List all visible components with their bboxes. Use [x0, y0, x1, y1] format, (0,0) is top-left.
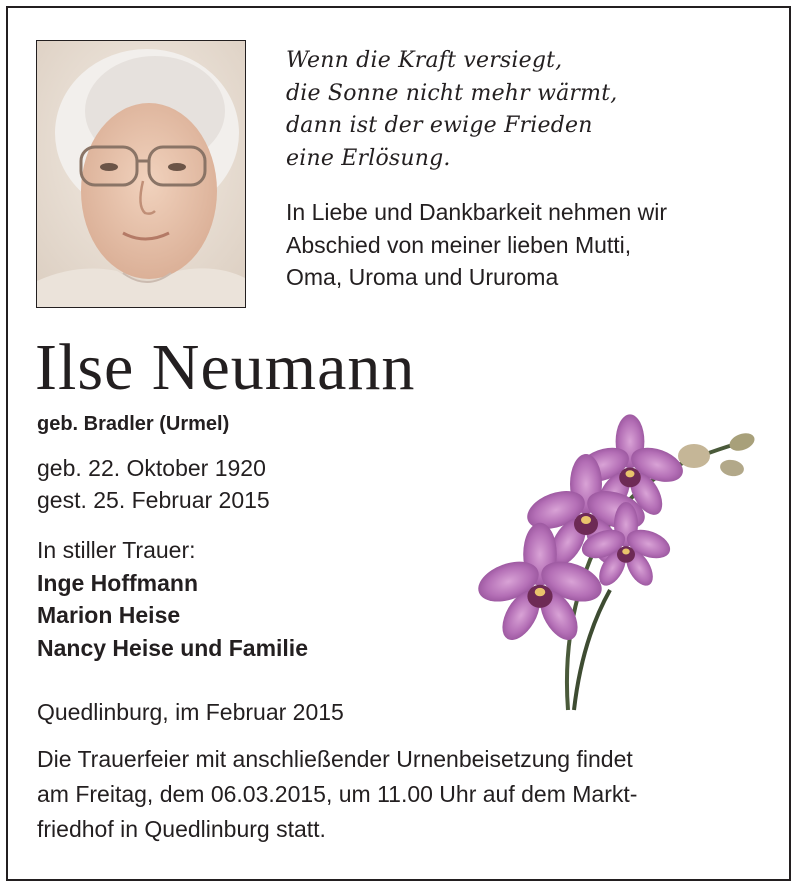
death-date: gest. 25. Februar 2015 [37, 487, 270, 513]
deceased-name: Ilse Neumann [35, 331, 416, 404]
mourner-name: Marion Heise [37, 602, 181, 628]
poem-line: eine Erlösung. [286, 145, 451, 171]
funeral-notice [37, 742, 767, 847]
intro-line: Abschied von meiner lieben Mutti, [286, 231, 632, 258]
notice-line: friedhof in Quedlinburg statt. [37, 816, 326, 842]
place-date: Quedlinburg, im Februar 2015 [37, 699, 344, 725]
orchid-illustration [470, 410, 770, 720]
poem [286, 45, 766, 175]
poem-line: dann ist der ewige Frieden [286, 113, 593, 138]
mourner-name: Nancy Heise und Familie [37, 634, 308, 661]
life-dates [37, 452, 270, 516]
notice-line: am Freitag, dem 06.03.2015, um 11.00 Uhr auf dem Markt- [37, 781, 638, 807]
mourners [37, 534, 308, 664]
intro-line: Oma, Uroma und Ururoma [286, 264, 559, 290]
birth-date: geb. 22. Oktober 1920 [37, 455, 266, 481]
poem-line: Wenn die Kraft versiegt, [286, 48, 563, 73]
mourners-heading: In stiller Trauer: [37, 537, 196, 563]
portrait-photo [36, 40, 246, 308]
mourner-name: Inge Hoffmann [37, 569, 198, 596]
maiden-name: geb. Bradler (Urmel) [37, 413, 230, 435]
intro-text [286, 196, 766, 294]
poem-line: die Sonne nicht mehr wärmt, [286, 80, 618, 106]
intro-line: In Liebe und Dankbarkeit nehmen wir [286, 199, 668, 225]
notice-line: Die Trauerfeier mit anschließender Urnenbeisetzung findet [37, 746, 633, 772]
